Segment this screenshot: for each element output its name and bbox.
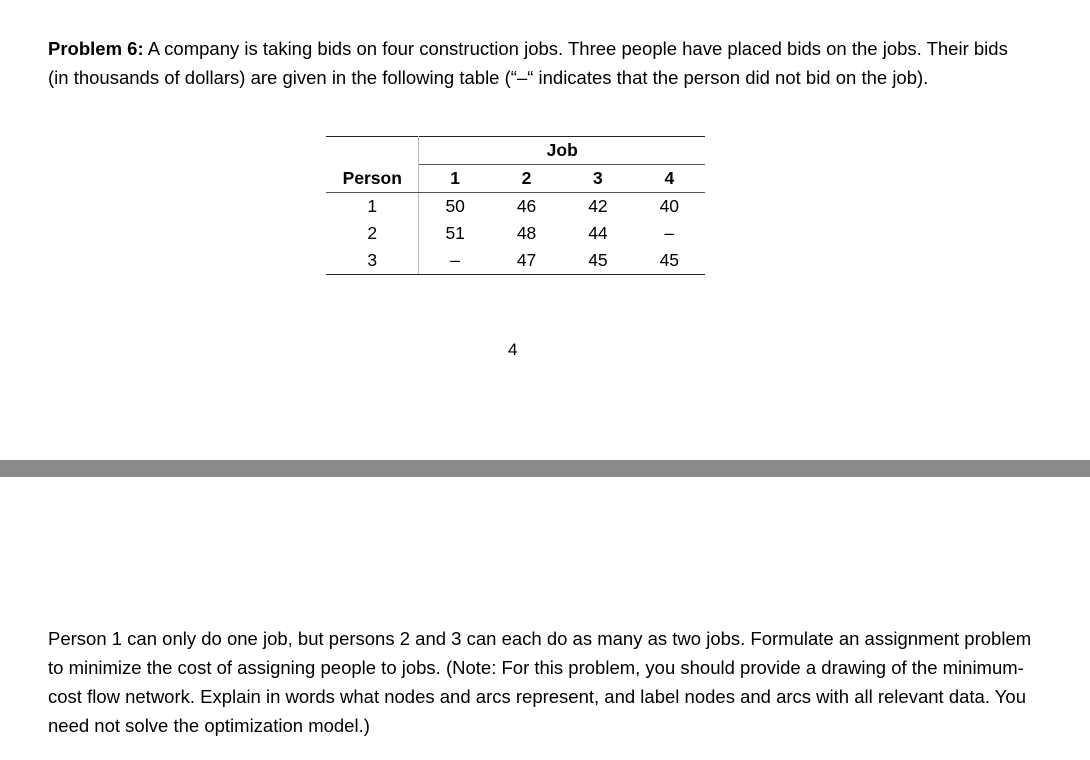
table-row (326, 193, 705, 221)
bid-cell: 45 (634, 247, 705, 275)
table-row (326, 220, 705, 247)
bid-cell: 51 (445, 223, 465, 243)
page-number: 4 (508, 340, 518, 359)
table-row (326, 247, 705, 275)
bids-table (326, 136, 705, 275)
bid-cell: 46 (516, 196, 537, 216)
job-column-header: 3 (562, 165, 633, 193)
bids-table-container (326, 136, 705, 275)
person-column-header: Person (326, 165, 419, 193)
bid-cell: 47 (491, 247, 562, 275)
bid-cell: 50 (445, 196, 465, 216)
continuation-text: Person 1 can only do one job, but persons 2 and 3 can each do as many as two jobs. Formulate an assignment problem to minimize the cost of assigning people to jobs. (Note: For this problem, you should provide a drawing of the minimum-cost flow network. Explain in words what nodes and arcs represent, and label nodes and arcs with all relevant data. You need not solve the optimization model.) (48, 628, 1032, 736)
problem-statement (48, 34, 1008, 92)
problem-intro: A company is taking bids on four construction jobs. Three people have placed bids on the jobs. Their bids (in thousands of dollars) are given in the following table (“–“ indicates that the person did not bid on the job). (48, 38, 1008, 88)
bid-cell: 44 (588, 223, 608, 243)
bid-cell: 45 (562, 247, 633, 275)
bid-cell: – (664, 223, 675, 243)
column-header-row (326, 165, 705, 193)
person-cell: 1 (326, 193, 419, 221)
job-column-header: 4 (634, 165, 705, 193)
bid-cell: 40 (659, 196, 680, 216)
person-cell: 2 (326, 220, 419, 247)
problem-label: Problem 6: (48, 38, 144, 59)
job-column-header: 1 (419, 165, 491, 193)
job-group-header: Job (419, 137, 705, 165)
job-group-header-row (326, 137, 705, 165)
bid-cell: 48 (516, 223, 537, 243)
job-column-header: 2 (491, 165, 562, 193)
bid-cell: – (419, 247, 491, 275)
bid-cell: 42 (588, 196, 608, 216)
page-break-divider (0, 460, 1090, 477)
person-cell: 3 (326, 247, 419, 275)
